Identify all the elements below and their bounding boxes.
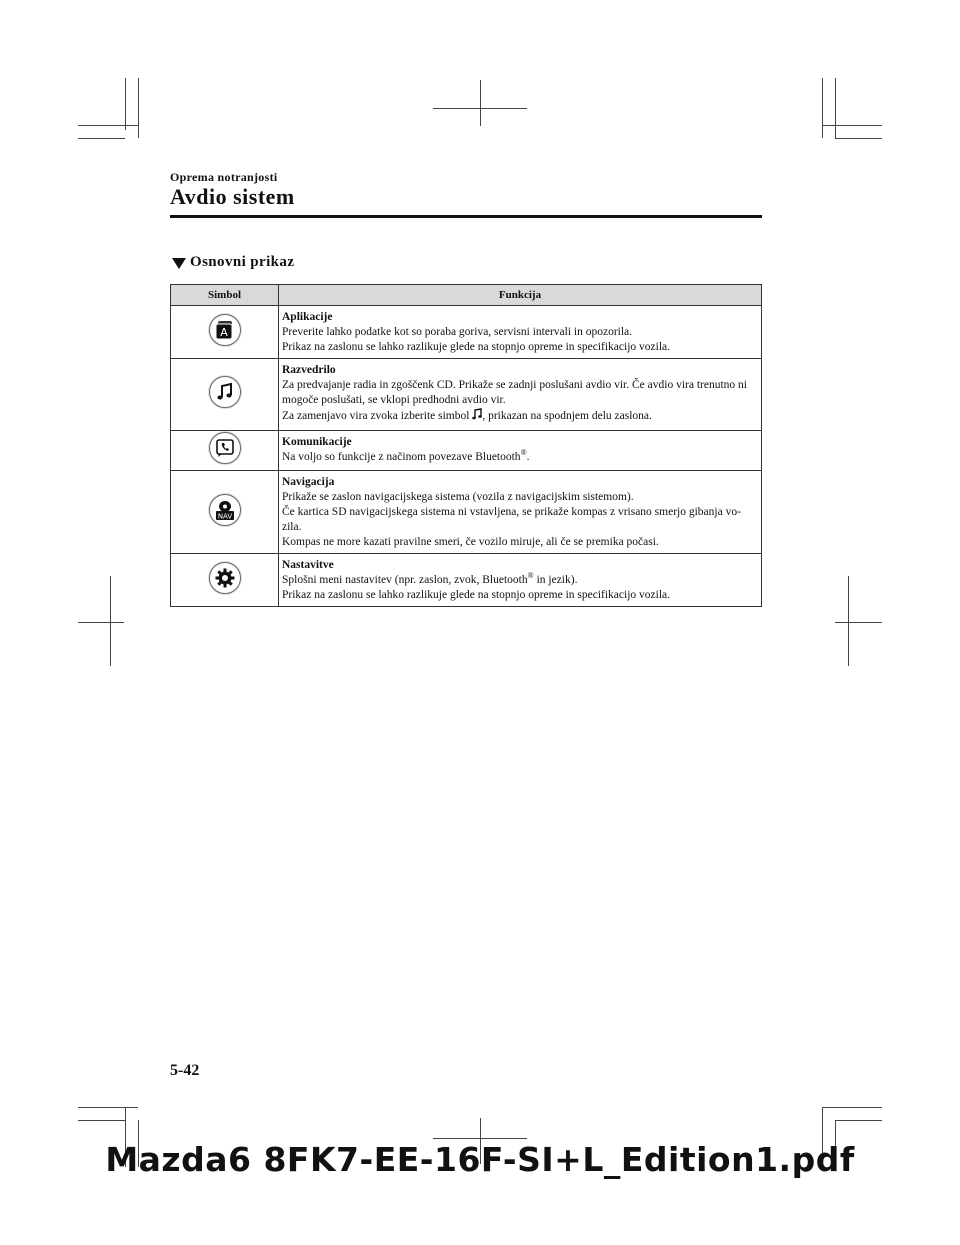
row-text: Prikaz na zaslonu se lahko razlikuje glede na stopnjo opreme in specifikacijo vozila. <box>282 589 670 601</box>
subheading <box>172 254 294 271</box>
symbol-cell <box>171 471 279 554</box>
crop-mark <box>835 1120 882 1121</box>
function-cell <box>279 431 762 471</box>
section-label: Oprema notranjosti <box>170 170 278 184</box>
crop-mark <box>480 80 481 126</box>
crop-mark <box>78 622 124 623</box>
row-title: Nastavitve <box>282 559 334 571</box>
row-text-part: Na voljo so funkcije z načinom povezave Bluetooth <box>282 451 521 463</box>
table-row <box>171 471 762 554</box>
crop-mark <box>822 1107 882 1108</box>
crop-mark <box>835 622 882 623</box>
row-text: Če kartica SD navigacijskega sistema ni vstavljena, se prikaže kompas z vrisano smerjo gibanja vo-zila. <box>282 506 741 533</box>
symbol-cell <box>171 306 279 359</box>
crop-mark <box>848 576 849 666</box>
row-note <box>282 408 758 424</box>
nav-icon-label: NAV <box>217 512 232 520</box>
row-title: Navigacija <box>282 476 335 488</box>
navigation-icon <box>209 494 241 526</box>
row-title: Aplikacije <box>282 311 333 323</box>
function-table <box>170 284 762 607</box>
crop-mark <box>78 138 125 139</box>
applications-icon <box>209 314 241 346</box>
registered-mark: ® <box>520 448 527 458</box>
crop-mark <box>78 1120 125 1121</box>
symbol-cell <box>171 554 279 607</box>
function-cell <box>279 359 762 431</box>
table-row <box>171 359 762 431</box>
row-text <box>282 573 758 588</box>
row-text-part: . <box>526 451 530 463</box>
row-text <box>282 450 758 465</box>
crop-mark <box>835 138 882 139</box>
function-cell <box>279 306 762 359</box>
function-cell <box>279 471 762 554</box>
function-cell <box>279 554 762 607</box>
table-row <box>171 306 762 359</box>
row-text-part: Splošni meni nastavitev (npr. zaslon, zvok, Bluetooth <box>282 574 528 586</box>
table-row <box>171 431 762 471</box>
crop-mark <box>822 125 882 126</box>
subheading-text: Osnovni prikaz <box>190 254 295 270</box>
crop-mark <box>822 78 823 138</box>
triangle-bullet-icon <box>172 258 186 269</box>
row-text: Preverite lahko podatke kot so poraba goriva, servisni intervali in opozorila. <box>282 326 633 338</box>
phone-icon <box>209 432 241 464</box>
gear-icon <box>209 562 241 594</box>
row-title: Komunikacije <box>282 436 352 448</box>
crop-mark <box>138 78 139 138</box>
crop-mark <box>125 78 126 130</box>
column-header-function: Funkcija <box>279 285 762 306</box>
symbol-cell <box>171 431 279 471</box>
crop-mark <box>78 125 138 126</box>
crop-mark <box>110 576 111 666</box>
crop-mark <box>835 78 836 138</box>
symbol-cell <box>171 359 279 431</box>
page-number: 5-42 <box>170 1062 200 1079</box>
table-header-row <box>171 285 762 306</box>
music-note-icon <box>472 408 482 420</box>
row-text: Prikaže se zaslon navigacijskega sistema (vozila z navigacijskim sistemom). <box>282 491 634 503</box>
row-text-part: in jezik). <box>533 574 578 586</box>
row-text: Za predvajanje radia in zgoščenk CD. Prikaže se zadnji poslušani avdio vir. Če avdio vira trenutno ni mogoče poslušati, se vklopi predhodni avdio vir. <box>282 379 747 406</box>
crop-mark <box>433 108 527 109</box>
row-note-after: , prikazan na spodnjem delu zaslona. <box>482 410 652 422</box>
row-title: Razvedrilo <box>282 364 336 376</box>
row-text: Prikaz na zaslonu se lahko razlikuje glede na stopnjo opreme in specifikacijo vozila. <box>282 341 670 353</box>
footer-filename: Mazda6 8FK7-EE-16F-SI+L_Edition1.pdf <box>105 1140 855 1179</box>
crop-mark <box>78 1107 138 1108</box>
row-note-before: Za zamenjavo vira zvoka izberite simbol <box>282 410 470 422</box>
table-row <box>171 554 762 607</box>
page-title: Avdio sistem <box>170 184 295 209</box>
music-note-icon <box>209 376 241 408</box>
svg-text:A: A <box>219 325 228 339</box>
row-text: Kompas ne more kazati pravilne smeri, če vozilo miruje, ali če se premika počasi. <box>282 536 659 548</box>
title-rule <box>170 215 762 218</box>
column-header-symbol: Simbol <box>171 285 279 306</box>
crop-mark <box>433 1138 527 1139</box>
registered-mark: ® <box>527 571 534 581</box>
